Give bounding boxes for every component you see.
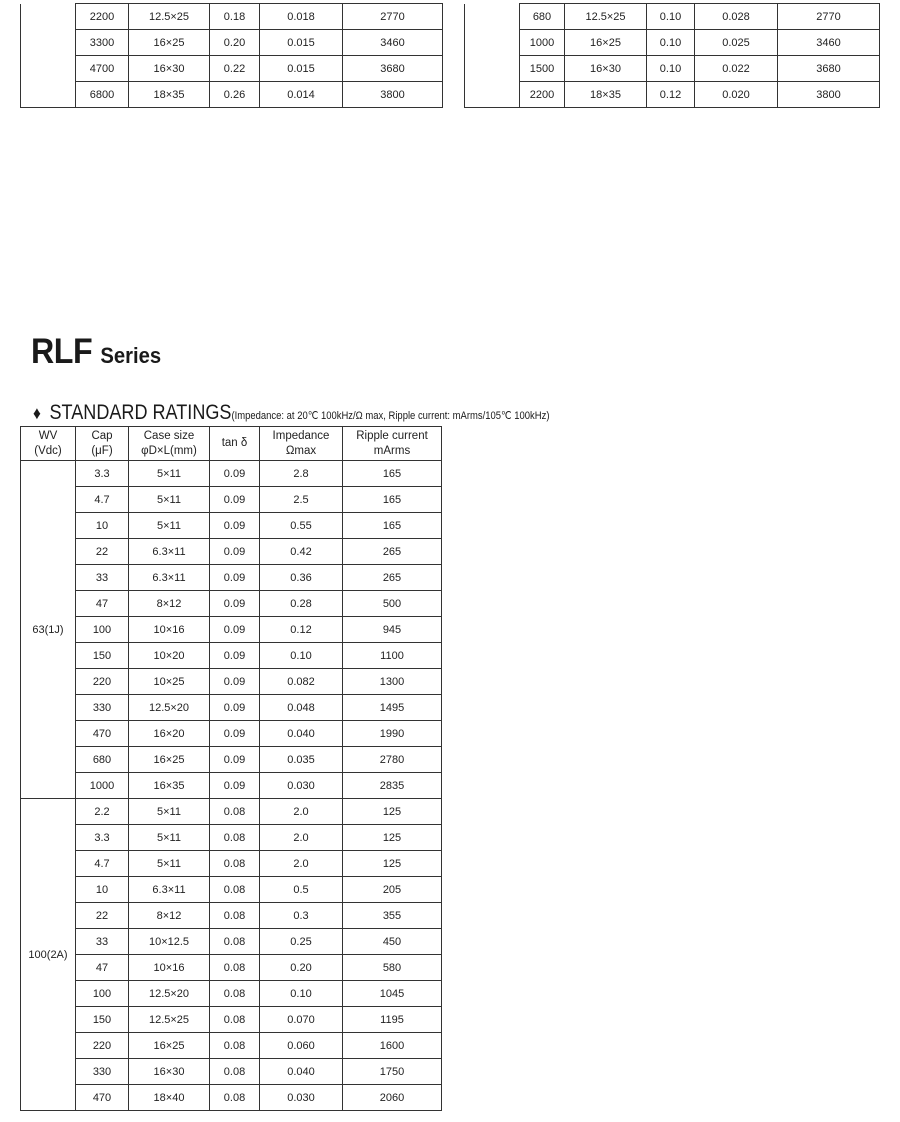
table-cell: 16×25: [129, 1033, 210, 1059]
table-cell: 165: [343, 487, 442, 513]
table-cell: 10×20: [129, 643, 210, 669]
table-cell: 5×11: [129, 487, 210, 513]
table-cell: 0.025: [695, 30, 778, 56]
table-cell: 0.020: [695, 82, 778, 108]
table-cell: 0.10: [260, 981, 343, 1007]
table-cell: 5×11: [129, 513, 210, 539]
table-cell: 0.22: [210, 56, 260, 82]
table-cell: 33: [76, 565, 129, 591]
column-gap: [443, 30, 465, 56]
table-cell: 470: [76, 1085, 129, 1111]
table-cell: 5×11: [129, 799, 210, 825]
table-cell: 16×20: [129, 721, 210, 747]
table-cell: 16×30: [129, 1059, 210, 1085]
table-row: [21, 4, 880, 30]
table-cell: 0.28: [260, 591, 343, 617]
table-cell: 1500: [520, 56, 565, 82]
table-cell: 0.09: [210, 721, 260, 747]
table-cell: 3.3: [76, 461, 129, 487]
wv-cell: 63(1J): [21, 461, 76, 799]
table-row: [21, 695, 442, 721]
table-cell: 3460: [778, 30, 880, 56]
column-header-line: φD×L(mm): [141, 444, 197, 457]
table-row: [21, 929, 442, 955]
table-cell: 330: [76, 1059, 129, 1085]
table-cell: 8×12: [129, 591, 210, 617]
table-cell: 205: [343, 877, 442, 903]
table-cell: 0.09: [210, 643, 260, 669]
table-cell: 3800: [343, 82, 443, 108]
table-cell: 0.26: [210, 82, 260, 108]
column-gap: [443, 4, 465, 30]
table-cell: 1100: [343, 643, 442, 669]
table-cell: 470: [76, 721, 129, 747]
column-header: [343, 427, 442, 461]
diamond-bullet-icon: ♦: [33, 403, 41, 423]
table-cell: 3460: [343, 30, 443, 56]
table-row: [21, 539, 442, 565]
table-cell: 5×11: [129, 825, 210, 851]
table-cell: 1045: [343, 981, 442, 1007]
table-cell: 6.3×11: [129, 877, 210, 903]
table-cell: 18×40: [129, 1085, 210, 1111]
table-cell: 4.7: [76, 487, 129, 513]
table-row: [21, 591, 442, 617]
table-row: [21, 955, 442, 981]
table-row: [21, 617, 442, 643]
table-cell: 16×30: [565, 56, 647, 82]
table-cell: 2780: [343, 747, 442, 773]
table-cell: 0.10: [647, 4, 695, 30]
table-cell: 0.09: [210, 695, 260, 721]
table-cell: 150: [76, 643, 129, 669]
table-cell: 0.08: [210, 1007, 260, 1033]
standard-ratings-table: [20, 426, 442, 1111]
table-cell: 0.060: [260, 1033, 343, 1059]
table-cell: 125: [343, 851, 442, 877]
table-cell: 12.5×20: [129, 695, 210, 721]
table-row: [21, 565, 442, 591]
table-row: [21, 773, 442, 799]
series-name: RLF: [31, 332, 93, 371]
table-cell: 12.5×20: [129, 981, 210, 1007]
table-cell: 2.0: [260, 851, 343, 877]
column-header-line: mArms: [373, 444, 411, 457]
table-cell: 16×25: [129, 30, 210, 56]
table-cell: 0.12: [260, 617, 343, 643]
table-cell: 0.09: [210, 617, 260, 643]
table-cell: 125: [343, 799, 442, 825]
table-cell: 0.035: [260, 747, 343, 773]
table-cell: 0.36: [260, 565, 343, 591]
table-cell: 1000: [76, 773, 129, 799]
table-cell: 0.08: [210, 1059, 260, 1085]
column-header-line: (Vdc): [34, 444, 62, 457]
table-cell: 680: [520, 4, 565, 30]
table-cell: 8×12: [129, 903, 210, 929]
section-heading-text: STANDARD RATINGS: [49, 401, 232, 424]
table-cell: 6.3×11: [129, 539, 210, 565]
table-row: [21, 56, 880, 82]
table-cell: 125: [343, 825, 442, 851]
table-cell: 12.5×25: [565, 4, 647, 30]
table-cell: 1990: [343, 721, 442, 747]
column-header-line: tan δ: [221, 437, 248, 449]
column-header-line: Case size: [143, 429, 195, 442]
table-row: [21, 82, 880, 108]
series-suffix: Series: [100, 343, 162, 368]
table-cell: 0.082: [260, 669, 343, 695]
table-cell: 265: [343, 565, 442, 591]
table-cell: 0.08: [210, 955, 260, 981]
ratings-header: [21, 427, 442, 461]
column-header-line: WV: [38, 429, 58, 442]
table-cell: 6800: [76, 82, 129, 108]
table-cell: 0.08: [210, 903, 260, 929]
table-row: [21, 513, 442, 539]
table-cell: 0.014: [260, 82, 343, 108]
table-cell: 3300: [76, 30, 129, 56]
table-cell: 4.7: [76, 851, 129, 877]
table-cell: 0.20: [210, 30, 260, 56]
table-cell: 1000: [520, 30, 565, 56]
table-cell: 0.09: [210, 513, 260, 539]
continued-ratings-body: [21, 4, 880, 108]
table-cell: 0.040: [260, 721, 343, 747]
table-cell: 2.2: [76, 799, 129, 825]
table-cell: 500: [343, 591, 442, 617]
table-cell: 10: [76, 513, 129, 539]
column-header: [260, 427, 343, 461]
table-cell: 0.08: [210, 799, 260, 825]
table-cell: 0.08: [210, 825, 260, 851]
table-cell: 3.3: [76, 825, 129, 851]
table-cell: 0.10: [260, 643, 343, 669]
table-row: [21, 461, 442, 487]
table-cell: 0.08: [210, 877, 260, 903]
table-cell: 0.028: [695, 4, 778, 30]
table-cell: 16×25: [129, 747, 210, 773]
section-heading-note: (Impedance: at 20℃ 100kHz/Ω max, Ripple current: mArms/105℃ 100kHz): [231, 410, 550, 422]
table-cell: 0.5: [260, 877, 343, 903]
column-gap: [443, 56, 465, 82]
table-cell: 0.20: [260, 955, 343, 981]
wv-cell-left: [21, 4, 76, 108]
table-cell: 0.3: [260, 903, 343, 929]
wv-cell: 100(2A): [21, 799, 76, 1111]
table-cell: 0.12: [647, 82, 695, 108]
table-cell: 0.08: [210, 851, 260, 877]
table-cell: 10×12.5: [129, 929, 210, 955]
table-cell: 0.42: [260, 539, 343, 565]
table-row: [21, 903, 442, 929]
table-row: [21, 1085, 442, 1111]
table-cell: 10×16: [129, 617, 210, 643]
table-row: [21, 851, 442, 877]
column-header: [210, 427, 260, 461]
table-cell: 12.5×25: [129, 1007, 210, 1033]
column-header-line: Cap: [91, 429, 113, 442]
table-cell: 2.5: [260, 487, 343, 513]
table-row: [21, 669, 442, 695]
table-cell: 0.25: [260, 929, 343, 955]
table-cell: 0.09: [210, 773, 260, 799]
table-cell: 0.10: [647, 30, 695, 56]
table-cell: 16×35: [129, 773, 210, 799]
table-cell: 1300: [343, 669, 442, 695]
table-cell: 220: [76, 669, 129, 695]
table-cell: 0.18: [210, 4, 260, 30]
standard-ratings-heading: [33, 401, 549, 425]
table-cell: 2.0: [260, 825, 343, 851]
table-cell: 0.08: [210, 1033, 260, 1059]
table-cell: 2.8: [260, 461, 343, 487]
table-cell: 16×30: [129, 56, 210, 82]
table-row: [21, 877, 442, 903]
table-cell: 0.030: [260, 773, 343, 799]
table-cell: 1195: [343, 1007, 442, 1033]
table-cell: 16×25: [565, 30, 647, 56]
table-cell: 0.08: [210, 1085, 260, 1111]
table-cell: 0.022: [695, 56, 778, 82]
table-cell: 330: [76, 695, 129, 721]
table-cell: 1495: [343, 695, 442, 721]
table-cell: 0.015: [260, 30, 343, 56]
table-cell: 265: [343, 539, 442, 565]
table-cell: 4700: [76, 56, 129, 82]
column-header-line: Impedance: [272, 429, 330, 442]
table-cell: 0.09: [210, 669, 260, 695]
table-cell: 355: [343, 903, 442, 929]
table-cell: 18×35: [129, 82, 210, 108]
table-cell: 0.09: [210, 461, 260, 487]
table-cell: 47: [76, 591, 129, 617]
table-cell: 18×35: [565, 82, 647, 108]
table-cell: 1600: [343, 1033, 442, 1059]
table-row: [21, 747, 442, 773]
table-cell: 0.08: [210, 981, 260, 1007]
table-cell: 2770: [778, 4, 880, 30]
table-cell: 22: [76, 539, 129, 565]
table-cell: 680: [76, 747, 129, 773]
table-cell: 450: [343, 929, 442, 955]
table-cell: 100: [76, 981, 129, 1007]
table-cell: 2770: [343, 4, 443, 30]
table-cell: 6.3×11: [129, 565, 210, 591]
table-cell: 0.10: [647, 56, 695, 82]
table-cell: 0.09: [210, 487, 260, 513]
table-cell: 0.030: [260, 1085, 343, 1111]
table-cell: 10: [76, 877, 129, 903]
table-cell: 12.5×25: [129, 4, 210, 30]
column-header: [21, 427, 76, 461]
table-row: [21, 721, 442, 747]
column-header: [129, 427, 210, 461]
table-cell: 3680: [343, 56, 443, 82]
table-row: [21, 1059, 442, 1085]
table-cell: 150: [76, 1007, 129, 1033]
table-row: [21, 1007, 442, 1033]
table-cell: 33: [76, 929, 129, 955]
table-cell: 10×25: [129, 669, 210, 695]
table-row: [21, 825, 442, 851]
table-cell: 2200: [520, 82, 565, 108]
table-cell: 0.09: [210, 591, 260, 617]
table-cell: 165: [343, 461, 442, 487]
table-cell: 0.09: [210, 565, 260, 591]
table-cell: 1750: [343, 1059, 442, 1085]
table-cell: 10×16: [129, 955, 210, 981]
column-header-line: Ωmax: [285, 444, 317, 457]
table-cell: 22: [76, 903, 129, 929]
ratings-body: [21, 461, 442, 1111]
table-cell: 2.0: [260, 799, 343, 825]
table-cell: 2200: [76, 4, 129, 30]
table-cell: 5×11: [129, 461, 210, 487]
table-cell: 47: [76, 955, 129, 981]
table-cell: 945: [343, 617, 442, 643]
table-cell: 3800: [778, 82, 880, 108]
table-cell: 2835: [343, 773, 442, 799]
column-gap: [443, 82, 465, 108]
table-row: [21, 799, 442, 825]
table-cell: 0.09: [210, 747, 260, 773]
table-cell: 0.015: [260, 56, 343, 82]
table-cell: 0.048: [260, 695, 343, 721]
table-row: [21, 487, 442, 513]
column-header-line: (μF): [91, 444, 113, 457]
column-header-line: Ripple current: [356, 429, 428, 442]
table-cell: 3680: [778, 56, 880, 82]
table-cell: 220: [76, 1033, 129, 1059]
table-cell: 0.040: [260, 1059, 343, 1085]
table-cell: 0.018: [260, 4, 343, 30]
continued-ratings-table: [20, 3, 880, 108]
table-cell: 0.070: [260, 1007, 343, 1033]
table-cell: 0.55: [260, 513, 343, 539]
table-cell: 0.08: [210, 929, 260, 955]
table-cell: 0.09: [210, 539, 260, 565]
table-cell: 580: [343, 955, 442, 981]
table-cell: 5×11: [129, 851, 210, 877]
table-row: [21, 30, 880, 56]
table-cell: 165: [343, 513, 442, 539]
table-row: [21, 1033, 442, 1059]
series-title: [31, 332, 161, 372]
column-header: [76, 427, 129, 461]
table-cell: 2060: [343, 1085, 442, 1111]
table-row: [21, 643, 442, 669]
table-row: [21, 981, 442, 1007]
header-row: [21, 427, 442, 461]
table-cell: 100: [76, 617, 129, 643]
wv-cell-right: [465, 4, 520, 108]
